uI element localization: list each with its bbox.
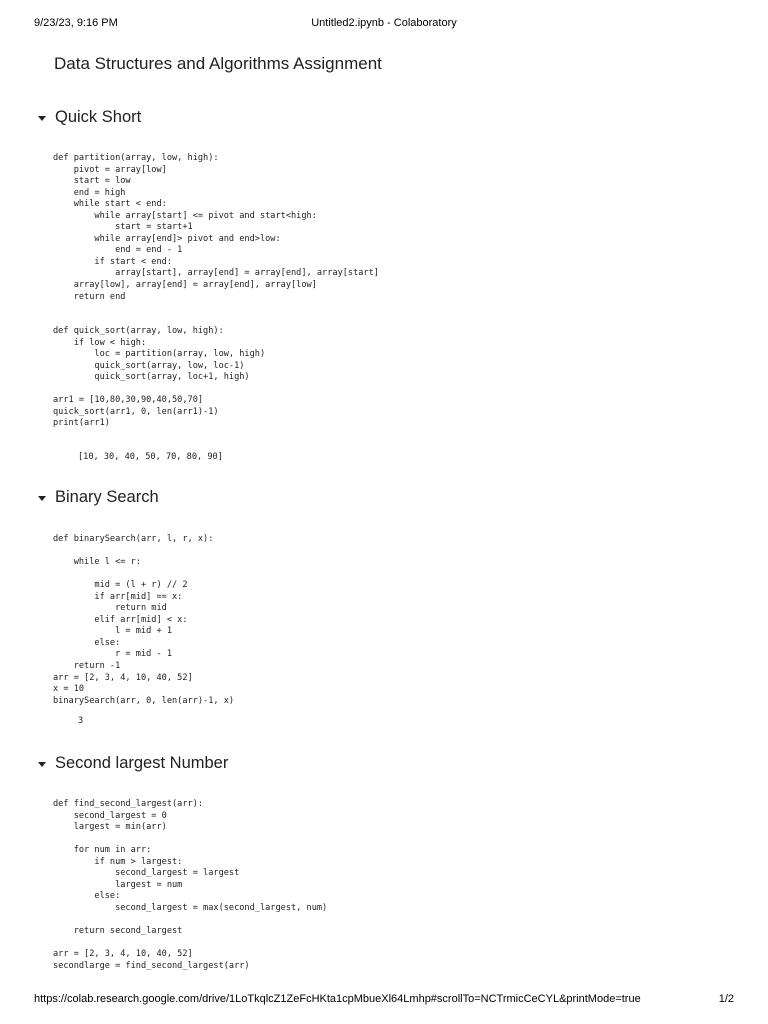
section-title: Binary Search — [55, 487, 159, 506]
page-url: https://colab.research.google.com/drive/1LoTkqlcZ1ZeFcHKta1cpMbueXl64Lmhp#scrollTo=NCTrmicCeCYL&printMode=true — [34, 993, 641, 1005]
section-title: Quick Short — [55, 107, 142, 126]
page-number: 1/2 — [718, 993, 734, 1005]
code-cell-partition[interactable]: def partition(array, low, high): pivot = array[low] start = low end = high while start < end: while array[start] <= pivot and start<high: start = start+1 while array[end]> pivot and end>low: end = end - 1 if start < end: array[start], array[end] = array[end], array[start] array[low], array[end] = array[end], array[low] return end — [53, 153, 379, 302]
print-header — [0, 17, 768, 31]
cell-output: 3 — [78, 716, 84, 726]
code-cell-binary-search[interactable]: def binarySearch(arr, l, r, x): while l <= r: mid = (l + r) // 2 if arr[mid] == x: return mid elif arr[mid] < x: l = mid + 1 else: r = mid - 1 return -1 arr = [2, 3, 4, 10, 40, 52] x = 10 binarySearch(arr, 0, len(arr)-1, x) — [53, 534, 235, 706]
section-header-binary-search[interactable] — [38, 486, 159, 508]
section-header-second-largest[interactable] — [38, 752, 228, 774]
code-cell-quick-sort[interactable]: def quick_sort(array, low, high): if low < high: loc = partition(array, low, high) quick_sort(array, low, loc-1) quick_sort(array, loc+1, high) arr1 = [10,80,30,90,40,50,70] quick_sort(arr1, 0, len(arr1)-1) print(arr1) — [53, 326, 266, 429]
collapse-caret-icon[interactable] — [38, 762, 46, 767]
print-page-title: Untitled2.ipynb - Colaboratory — [311, 17, 457, 29]
print-footer — [0, 993, 768, 1007]
section-header-quick-short[interactable] — [38, 106, 141, 128]
code-cell-second-largest[interactable]: def find_second_largest(arr): second_largest = 0 largest = min(arr) for num in arr: if num > largest: second_largest = largest largest = num else: second_largest = max(second_largest, num) return second_largest arr = [2, 3, 4, 10, 40, 52] secondlarge = find_second_largest(arr) — [53, 799, 328, 971]
collapse-caret-icon[interactable] — [38, 496, 46, 501]
collapse-caret-icon[interactable] — [38, 116, 46, 121]
notebook-title: Data Structures and Algorithms Assignment — [54, 54, 382, 73]
section-title: Second largest Number — [55, 753, 229, 772]
print-datetime: 9/23/23, 9:16 PM — [34, 17, 118, 29]
cell-output: [10, 30, 40, 50, 70, 80, 90] — [78, 452, 223, 462]
